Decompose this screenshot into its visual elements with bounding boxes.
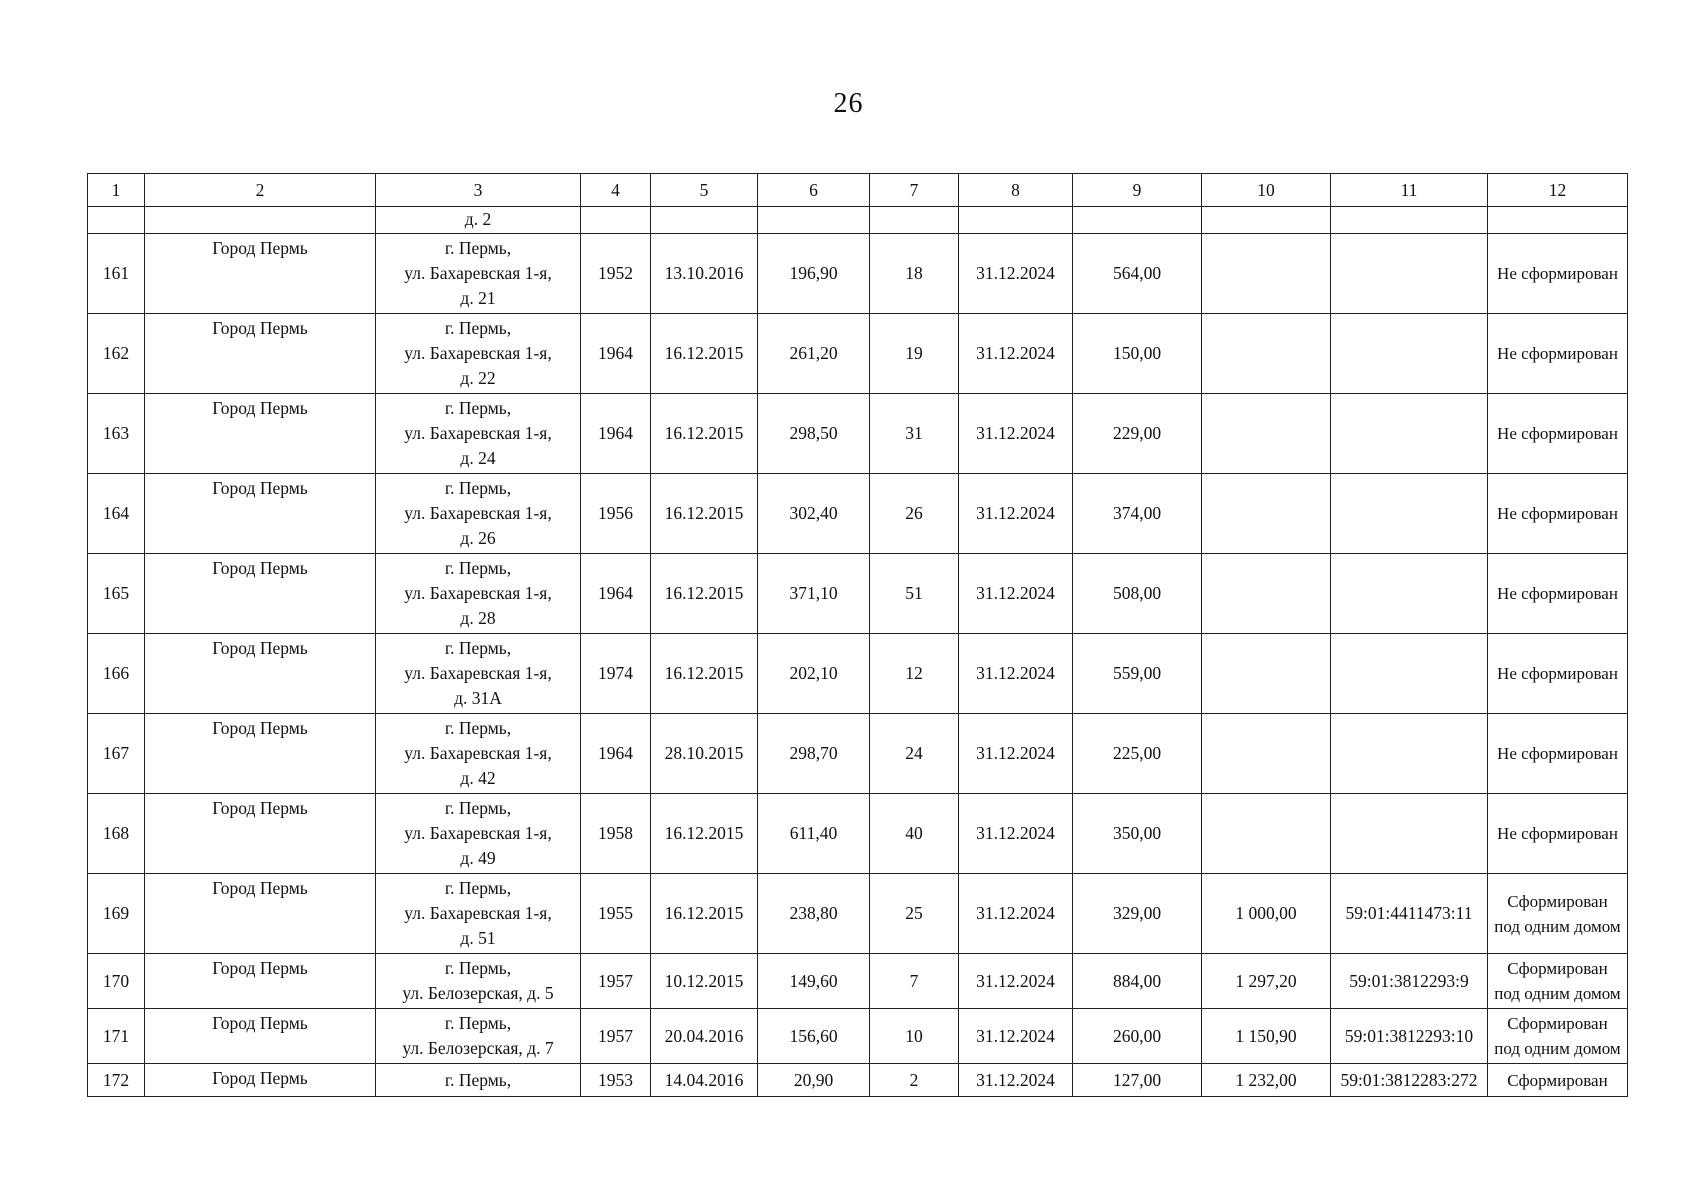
area-cell: 149,60 [758, 954, 870, 1009]
owner-cell: Город Пермь [145, 954, 376, 1009]
area-cell: 371,10 [758, 554, 870, 634]
row-number-cell: 172 [88, 1064, 145, 1097]
land-area-cell [1202, 394, 1331, 474]
empty-cell [1331, 207, 1488, 234]
year-built-cell: 1964 [581, 314, 651, 394]
row-number-cell: 163 [88, 394, 145, 474]
residents-cell: 51 [870, 554, 959, 634]
address-line: д. 31А [454, 688, 502, 708]
status-line: под одним домом [1494, 916, 1621, 936]
date-cell: 20.04.2016 [651, 1009, 758, 1064]
empty-cell [1202, 207, 1331, 234]
address-line: г. Пермь, [444, 1069, 512, 1090]
owner-cell: Город Пермь [145, 1064, 376, 1097]
deadline-cell: 31.12.2024 [959, 954, 1073, 1009]
land-area-cell: 1 000,00 [1202, 874, 1331, 954]
address-cell [376, 474, 581, 554]
area-cell: 156,60 [758, 1009, 870, 1064]
address-line: д. 22 [460, 368, 496, 388]
owner-cell: Город Пермь [145, 1009, 376, 1064]
empty-cell [1488, 207, 1628, 234]
table-row [88, 634, 1628, 714]
status-line: Не сформирован [1497, 664, 1618, 683]
address-cell [376, 954, 581, 1009]
deadline-cell: 31.12.2024 [959, 554, 1073, 634]
address-line: д. 51 [460, 928, 496, 948]
address-line: ул. Бахаревская 1-я, [404, 503, 552, 523]
address-line: ул. Бахаревская 1-я, [404, 583, 552, 603]
address-line: д. 24 [460, 448, 496, 468]
continuation-row [88, 207, 1628, 234]
residents-cell: 31 [870, 394, 959, 474]
value-cell: 374,00 [1073, 474, 1202, 554]
land-area-cell: 1 297,20 [1202, 954, 1331, 1009]
address-cell: д. 2 [376, 207, 581, 234]
land-area-cell [1202, 474, 1331, 554]
year-built-cell: 1957 [581, 1009, 651, 1064]
table-row [88, 314, 1628, 394]
year-built-cell: 1958 [581, 794, 651, 874]
cadastral-number-cell [1331, 394, 1488, 474]
cadastral-number-cell: 59:01:3812293:9 [1331, 954, 1488, 1009]
row-number-cell: 167 [88, 714, 145, 794]
column-number: 6 [758, 174, 870, 207]
residents-cell: 19 [870, 314, 959, 394]
status-line: Не сформирован [1497, 264, 1618, 283]
area-cell: 196,90 [758, 234, 870, 314]
deadline-cell: 31.12.2024 [959, 234, 1073, 314]
status-line: Сформирован [1507, 891, 1608, 911]
area-cell: 20,90 [758, 1064, 870, 1097]
row-number-cell: 161 [88, 234, 145, 314]
year-built-cell: 1955 [581, 874, 651, 954]
cadastral-number-cell: 59:01:3812283:272 [1331, 1064, 1488, 1097]
owner-cell: Город Пермь [145, 394, 376, 474]
area-cell: 611,40 [758, 794, 870, 874]
deadline-cell: 31.12.2024 [959, 874, 1073, 954]
address-line: д. 49 [460, 848, 496, 868]
land-area-cell [1202, 634, 1331, 714]
address-line: ул. Бахаревская 1-я, [404, 663, 552, 683]
address-line: ул. Бахаревская 1-я, [404, 903, 552, 923]
land-area-cell [1202, 234, 1331, 314]
owner-cell: Город Пермь [145, 314, 376, 394]
address-line: ул. Бахаревская 1-я, [404, 423, 552, 443]
address-cell [376, 394, 581, 474]
address-line: г. Пермь, [444, 558, 512, 578]
address-cell [376, 634, 581, 714]
status-line: Не сформирован [1497, 824, 1618, 843]
status-line: Сформирован [1507, 1070, 1608, 1090]
table-row [88, 394, 1628, 474]
residents-cell: 18 [870, 234, 959, 314]
empty-cell [581, 207, 651, 234]
residents-cell: 25 [870, 874, 959, 954]
deadline-cell: 31.12.2024 [959, 314, 1073, 394]
land-status-cell [1488, 474, 1628, 554]
address-cell [376, 234, 581, 314]
address-line: д. 42 [460, 768, 496, 788]
cadastral-number-cell [1331, 474, 1488, 554]
date-cell: 16.12.2015 [651, 314, 758, 394]
address-cell [376, 874, 581, 954]
value-cell: 127,00 [1073, 1064, 1202, 1097]
date-cell: 16.12.2015 [651, 394, 758, 474]
table-row [88, 1009, 1628, 1064]
status-line: Не сформирован [1497, 344, 1618, 363]
owner-cell: Город Пермь [145, 874, 376, 954]
address-line: ул. Бахаревская 1-я, [404, 263, 552, 283]
value-cell: 260,00 [1073, 1009, 1202, 1064]
address-cell [376, 314, 581, 394]
column-number: 5 [651, 174, 758, 207]
deadline-cell: 31.12.2024 [959, 714, 1073, 794]
value-cell: 225,00 [1073, 714, 1202, 794]
status-line: Не сформирован [1497, 584, 1618, 603]
row-number-cell: 162 [88, 314, 145, 394]
owner-cell: Город Пермь [145, 794, 376, 874]
cadastral-number-cell [1331, 234, 1488, 314]
land-status-cell [1488, 954, 1628, 1009]
land-status-cell [1488, 314, 1628, 394]
land-status-cell [1488, 714, 1628, 794]
status-line: Сформирован [1507, 959, 1608, 978]
address-cell [376, 714, 581, 794]
date-cell: 28.10.2015 [651, 714, 758, 794]
empty-cell [1073, 207, 1202, 234]
table-row [88, 554, 1628, 634]
land-status-cell [1488, 1009, 1628, 1064]
status-line: Не сформирован [1497, 504, 1618, 523]
address-line: д. 28 [460, 608, 496, 628]
cadastral-number-cell: 59:01:3812293:10 [1331, 1009, 1488, 1064]
land-status-cell [1488, 1064, 1628, 1097]
area-cell: 238,80 [758, 874, 870, 954]
empty-cell [651, 207, 758, 234]
residents-cell: 24 [870, 714, 959, 794]
address-cell [376, 1009, 581, 1064]
address-line: г. Пермь, [444, 318, 512, 338]
area-cell: 202,10 [758, 634, 870, 714]
land-area-cell: 1 232,00 [1202, 1064, 1331, 1097]
cadastral-number-cell [1331, 634, 1488, 714]
residents-cell: 26 [870, 474, 959, 554]
area-cell: 261,20 [758, 314, 870, 394]
table-row [88, 1064, 1628, 1097]
column-number: 12 [1488, 174, 1628, 207]
date-cell: 10.12.2015 [651, 954, 758, 1009]
address-line: г. Пермь, [444, 958, 512, 978]
owner-cell: Город Пермь [145, 714, 376, 794]
value-cell: 884,00 [1073, 954, 1202, 1009]
table-row [88, 474, 1628, 554]
page-number: 26 [833, 88, 864, 119]
address-line: г. Пермь, [444, 718, 512, 738]
column-number: 8 [959, 174, 1073, 207]
address-line: г. Пермь, [444, 1013, 512, 1033]
land-area-cell [1202, 314, 1331, 394]
cadastral-number-cell [1331, 314, 1488, 394]
address-line: г. Пермь, [444, 238, 512, 258]
empty-cell [758, 207, 870, 234]
column-number: 7 [870, 174, 959, 207]
address-cell [376, 554, 581, 634]
table-row [88, 234, 1628, 314]
year-built-cell: 1964 [581, 714, 651, 794]
table-row [88, 794, 1628, 874]
value-cell: 350,00 [1073, 794, 1202, 874]
housing-register-table [87, 173, 1628, 1097]
column-number: 10 [1202, 174, 1331, 207]
cadastral-number-cell: 59:01:4411473:11 [1331, 874, 1488, 954]
value-cell: 564,00 [1073, 234, 1202, 314]
year-built-cell: 1952 [581, 234, 651, 314]
owner-cell: Город Пермь [145, 474, 376, 554]
owner-cell: Город Пермь [145, 634, 376, 714]
land-status-cell [1488, 634, 1628, 714]
table-row [88, 874, 1628, 954]
residents-cell: 7 [870, 954, 959, 1009]
area-cell: 298,50 [758, 394, 870, 474]
date-cell: 16.12.2015 [651, 634, 758, 714]
land-area-cell [1202, 554, 1331, 634]
residents-cell: 2 [870, 1064, 959, 1097]
empty-cell [145, 207, 376, 234]
land-status-cell [1488, 234, 1628, 314]
owner-cell: Город Пермь [145, 234, 376, 314]
cadastral-number-cell [1331, 554, 1488, 634]
status-line: под одним домом [1494, 984, 1621, 1003]
status-line: Не сформирован [1497, 424, 1618, 443]
table-row [88, 954, 1628, 1009]
deadline-cell: 31.12.2024 [959, 634, 1073, 714]
area-cell: 298,70 [758, 714, 870, 794]
address-line: г. Пермь, [444, 478, 512, 498]
land-area-cell: 1 150,90 [1202, 1009, 1331, 1064]
column-number: 4 [581, 174, 651, 207]
year-built-cell: 1953 [581, 1064, 651, 1097]
address-line: ул. Бахаревская 1-я, [404, 823, 552, 843]
address-line: ул. Бахаревская 1-я, [404, 343, 552, 363]
empty-cell [88, 207, 145, 234]
row-number-cell: 165 [88, 554, 145, 634]
year-built-cell: 1964 [581, 394, 651, 474]
date-cell: 16.12.2015 [651, 554, 758, 634]
empty-cell [959, 207, 1073, 234]
row-number-cell: 170 [88, 954, 145, 1009]
column-number: 2 [145, 174, 376, 207]
table-row [88, 714, 1628, 794]
column-number: 11 [1331, 174, 1488, 207]
status-line: под одним домом [1494, 1039, 1621, 1058]
land-status-cell [1488, 394, 1628, 474]
year-built-cell: 1956 [581, 474, 651, 554]
address-cell [376, 1064, 581, 1097]
residents-cell: 10 [870, 1009, 959, 1064]
row-number-cell: 166 [88, 634, 145, 714]
address-line: ул. Белозерская, д. 5 [402, 983, 554, 1003]
date-cell: 16.12.2015 [651, 474, 758, 554]
row-number-cell: 164 [88, 474, 145, 554]
status-line: Сформирован [1507, 1014, 1608, 1033]
cadastral-number-cell [1331, 794, 1488, 874]
address-line: г. Пермь, [444, 398, 512, 418]
land-status-cell [1488, 554, 1628, 634]
row-number-cell: 168 [88, 794, 145, 874]
year-built-cell: 1964 [581, 554, 651, 634]
date-cell: 14.04.2016 [651, 1064, 758, 1097]
land-status-cell [1488, 874, 1628, 954]
address-line: ул. Белозерская, д. 7 [402, 1038, 554, 1058]
value-cell: 508,00 [1073, 554, 1202, 634]
deadline-cell: 31.12.2024 [959, 794, 1073, 874]
column-number: 9 [1073, 174, 1202, 207]
address-line: д. 21 [460, 288, 496, 308]
address-line: г. Пермь, [444, 878, 512, 898]
residents-cell: 40 [870, 794, 959, 874]
date-cell: 13.10.2016 [651, 234, 758, 314]
status-line: Не сформирован [1497, 744, 1618, 763]
deadline-cell: 31.12.2024 [959, 474, 1073, 554]
value-cell: 229,00 [1073, 394, 1202, 474]
deadline-cell: 31.12.2024 [959, 1009, 1073, 1064]
land-area-cell [1202, 794, 1331, 874]
year-built-cell: 1974 [581, 634, 651, 714]
land-area-cell [1202, 714, 1331, 794]
year-built-cell: 1957 [581, 954, 651, 1009]
land-status-cell [1488, 794, 1628, 874]
value-cell: 150,00 [1073, 314, 1202, 394]
deadline-cell: 31.12.2024 [959, 1064, 1073, 1097]
address-line: г. Пермь, [444, 798, 512, 818]
empty-cell [870, 207, 959, 234]
date-cell: 16.12.2015 [651, 874, 758, 954]
row-number-cell: 169 [88, 874, 145, 954]
address-cell [376, 794, 581, 874]
address-line: ул. Бахаревская 1-я, [404, 743, 552, 763]
row-number-cell: 171 [88, 1009, 145, 1064]
column-number-row [88, 174, 1628, 207]
value-cell: 329,00 [1073, 874, 1202, 954]
column-number: 1 [88, 174, 145, 207]
date-cell: 16.12.2015 [651, 794, 758, 874]
column-number: 3 [376, 174, 581, 207]
address-line: г. Пермь, [444, 638, 512, 658]
area-cell: 302,40 [758, 474, 870, 554]
address-line: д. 26 [460, 528, 496, 548]
cadastral-number-cell [1331, 714, 1488, 794]
owner-cell: Город Пермь [145, 554, 376, 634]
residents-cell: 12 [870, 634, 959, 714]
deadline-cell: 31.12.2024 [959, 394, 1073, 474]
value-cell: 559,00 [1073, 634, 1202, 714]
